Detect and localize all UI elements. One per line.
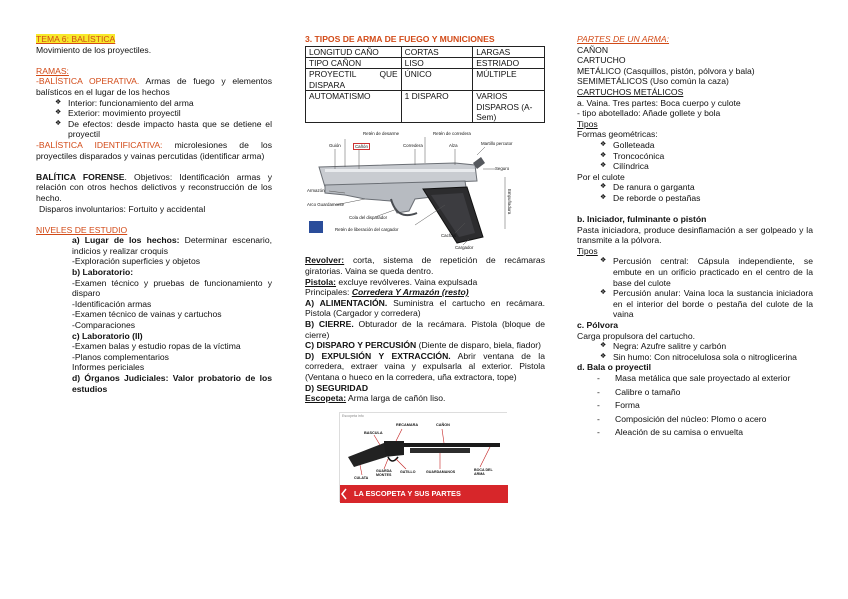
escopeta-text: Arma larga de cañón liso. (346, 393, 446, 404)
table-cell: ÚNICO (401, 69, 473, 91)
escopeta-paragraph (305, 393, 545, 404)
table-cell: LISO (401, 58, 473, 69)
nivel-c-item: -Examen balas y estudio ropas de la víctima (72, 341, 241, 352)
shotgun-banner: LA ESCOPETA Y SUS PARTES (354, 488, 461, 498)
expulsion-paragraph (305, 351, 545, 383)
nivel-b-item: -Comparaciones (72, 320, 136, 331)
tema-desc: Movimiento de los proyectiles. (36, 44, 152, 55)
polvora-text: Carga propulsora del cartucho. (577, 330, 695, 341)
table-cell: LARGAS (473, 46, 545, 57)
pistol-label: Retén de liberación del cargador (335, 227, 399, 233)
bala-item: - Masa metálica que sale proyectado al exterior (577, 373, 813, 384)
polvora-item: ❖ Sin humo: Con nitrocelulosa sola o nitroglicerina (595, 352, 813, 363)
operativa-text: Armas de fuego y elementos balísticos en el lugar de los hechos (36, 76, 272, 97)
disparo-label: C) DISPARO Y PERCUSIÓN (305, 340, 417, 351)
pistola-paragraph (305, 277, 545, 288)
nivel-a-label: a) Lugar de los hechos: (72, 235, 180, 246)
operativa-item: ❖ De efectos: desde impacto hasta que se detiene el proyectil (50, 119, 272, 140)
table-cell: LONGITUD CAÑO (306, 46, 402, 57)
nivel-b-item-text: Examen técnico y pruebas de funcionamiento y disparo (72, 277, 272, 299)
table-cell: TIPO CAÑON (306, 58, 402, 69)
disparo-paragraph (305, 340, 545, 351)
partes-title-text: PARTES DE UN ARMA: (577, 34, 670, 44)
principales-paragraph (305, 287, 545, 298)
column-right (577, 34, 813, 438)
alimentacion-label: A) ALIMENTACIÓN. (305, 297, 388, 308)
tipos2-label: Tipos (577, 245, 598, 256)
partes-item: CAÑON (577, 44, 609, 55)
nivel-c-item: -Planos complementarios (72, 351, 169, 362)
table-row (306, 69, 545, 91)
culote-item: ❖ De ranura o garganta (595, 182, 813, 193)
niveles-title-text: NIVELES DE ESTUDIO (36, 224, 128, 235)
bala-item: - Composición del núcleo: Plomo o acero (577, 414, 813, 425)
table-row (306, 58, 545, 69)
tipos-label: Tipos (577, 118, 598, 129)
nivel-d-label: d) Órganos Judiciales: Valor probatorio de los estudios (72, 373, 272, 394)
nivel-c-item-text: Examen balas y estudio ropas de la víctima (74, 341, 241, 352)
nivel-c-label: c) Laboratorio (II) (72, 330, 143, 341)
por-culote-text: Por el culote (577, 171, 625, 182)
formas-item: ❖ Troncocónica (595, 151, 813, 162)
table-row (306, 46, 545, 57)
ramas-title-text: RAMAS: (36, 65, 69, 76)
involuntarios-text: Disparos involuntarios: Fortuito y accidental (39, 203, 206, 214)
alimentacion-text: Suministra el cartucho en recámara. Pistola (Cargador y corredera) (305, 297, 545, 319)
operativa-paragraph (36, 76, 272, 97)
revolver-paragraph (305, 255, 545, 276)
cierre-text: Obturador de la recámara. Pistola (bloque de cierre) (305, 319, 545, 340)
polvora-title: c. Pólvora (577, 320, 619, 331)
partes-item: METÁLICO (Casquillos, pistón, pólvora y bala) (577, 65, 755, 76)
formas-item: ❖ Cilíndrica (595, 161, 813, 172)
pistol-label: Arco Guardamonte (307, 202, 345, 208)
pistol-diagram (305, 129, 545, 253)
nivel-b-item-text: Comparaciones (74, 320, 136, 331)
nivel-b-item-text: Examen técnico de vainas y cartuchos (74, 309, 222, 320)
pistol-label: Alza (449, 143, 458, 149)
principales-value: Corredera Y Armazón (resto) (351, 287, 469, 298)
vaina-text: a. Vaina. Tres partes: Boca cuerpo y culote (577, 97, 741, 108)
bala-item: - Calibre o tamaño (577, 387, 813, 398)
cierre-label: B) CIERRE. (305, 319, 354, 329)
table-cell: AUTOMATISMO (306, 91, 402, 123)
pistol-label: Guión (329, 143, 341, 149)
culote-item: ❖ De reborde o pestañas (595, 193, 813, 204)
pistol-label: Armazón (307, 188, 325, 194)
shotgun-label: CAÑON (436, 422, 450, 427)
partes-item: CARTUCHO (577, 55, 626, 66)
nivel-b-item: -Identificación armas (72, 298, 152, 309)
tema-title-text: TEMA 6: BALÍSTICA (36, 34, 116, 44)
identificativa-text: microlesiones de los proyectiles disparados y vainas percutidas (identificar arma) (36, 139, 273, 161)
table-cell: 1 DISPARO (401, 91, 473, 123)
shotgun-label: GUARDA (376, 468, 392, 473)
shotgun-diagram (339, 412, 507, 502)
nivel-a-text: Determinar escenario, indicios y realizar croquis (72, 235, 272, 256)
shotgun-label: CULATA (354, 475, 369, 480)
ramas-title (36, 66, 272, 77)
table-cell: CORTAS (401, 46, 473, 57)
nivel-b-item: -Examen técnico y pruebas de funcionamiento y disparo (72, 277, 272, 299)
expulsion-label: D) EXPULSIÓN Y EXTRACCIÓN. (305, 350, 451, 361)
tipos-title (305, 34, 545, 45)
partes-title (577, 34, 813, 45)
pistol-label: Seguro (495, 166, 510, 172)
operativa-label: -BALÍSTICA OPERATIVA. (36, 76, 140, 87)
alimentacion-paragraph (305, 298, 545, 319)
bala-title: d. Bala o proyectil (577, 362, 652, 373)
identificativa-paragraph (36, 140, 272, 161)
shotgun-label: MONTES (376, 472, 392, 477)
pistol-label: Empuñadura (507, 189, 512, 215)
formas-text: Formas geométricas: (577, 129, 658, 140)
percusion-item: ❖ Percusión anular: Vaina loca la sustancia iniciadora en el interior del borde o pestaña del culote de la vaina (595, 288, 813, 320)
seguridad-label: D) SEGURIDAD (305, 382, 369, 393)
nivel-c-item-text: Planos complementarios (74, 351, 169, 362)
nivel-a (72, 235, 272, 256)
bala-item: - Forma (577, 400, 813, 411)
shotgun-label: GATILLO (400, 469, 416, 474)
operativa-item: ❖ Interior: funcionamiento del arma (50, 98, 272, 109)
nivel-a-item-text: Exploración superficies y objetos (74, 256, 201, 267)
tipos-table (305, 46, 545, 124)
table-cell: ESTRIADO (473, 58, 545, 69)
pistol-label: Cola del disparador (349, 215, 388, 221)
shotgun-label: BASCULA (364, 430, 383, 435)
iniciador-text: Pasta iniciadora, produce desinflamación a ser golpeado y la transmite a la pólvora. (577, 224, 813, 246)
pistola-label: Pistola: (305, 276, 337, 287)
table-cell: VARIOS DISPAROS (A-Sem) (473, 91, 545, 123)
tipos-title-text: 3. TIPOS DE ARMA DE FUEGO Y MUNICIONES (305, 34, 495, 44)
forense-paragraph (36, 172, 272, 204)
table-row (306, 91, 545, 123)
identificativa-label: -BALÍSTICA IDENTIFICATIVA: (36, 139, 163, 150)
pistola-text: excluye revólveres. Vaina expulsada (336, 276, 478, 287)
pistol-label: Cachas (441, 233, 456, 239)
principales-text: Principales: (305, 287, 352, 298)
tema-title (36, 34, 272, 45)
cierre-paragraph (305, 319, 545, 340)
pistol-label: Corredera (403, 143, 423, 149)
revolver-label: Revolver: (305, 255, 345, 266)
informes-text: Informes periciales (72, 362, 145, 373)
formas-item: ❖ Golleteada (595, 140, 813, 151)
pistol-label: Retén de corredera (433, 131, 471, 137)
disparo-text: (Diente de disparo, biela, fiador) (416, 340, 541, 351)
shotgun-label: RECAMARA (396, 422, 419, 427)
iniciador-title: b. Iniciador, fulminante o pistón (577, 214, 707, 225)
pistol-label: Cañón (355, 144, 368, 150)
table-cell: MÚLTIPLE (473, 69, 545, 91)
expulsion-text: Abrir ventana de la corredera, extraer vaina y expulsarla al exterior. Pistola (Ventana o hueco en la corredera, uña extractora, tope) (305, 350, 545, 382)
forense-text: . Objetivos: Identificación armas y relación con otros hechos delictivos y reconstrucción de los hecho. (36, 171, 272, 203)
nivel-b-label: b) Laboratorio: (72, 267, 134, 278)
pistol-label: Martillo percutor (481, 141, 513, 147)
abotellado-text: - tipo abotellado: Añade gollete y bola (577, 108, 721, 119)
percusion-item: ❖ Percusión central: Cápsula independiente, se embute en un orificio practicado en el centro de la base del culote (595, 256, 813, 288)
pistol-label: Retén de desarme (363, 131, 400, 137)
shotgun-label: BOCA DEL ARMA (474, 467, 493, 476)
nivel-b-item: -Examen técnico de vainas y cartuchos (72, 309, 222, 320)
bala-item: - Aleación de su camisa o envuelta (577, 427, 813, 438)
forense-label: BALÍTICA FORENSE (36, 171, 125, 182)
column-middle (305, 34, 545, 502)
shotgun-header: Escopeta info (342, 413, 364, 418)
shotgun-label: GUARDAMANOS (426, 469, 456, 474)
niveles-title (36, 225, 272, 236)
polvora-item: ❖ Negra: Azufre salitre y carbón (595, 341, 813, 352)
pistol-label: Cargador (455, 245, 474, 251)
operativa-item: ❖ Exterior: movimiento proyectil (50, 108, 272, 119)
partes-item: SEMIMETÁLICOS (Uso común la caza) (577, 76, 729, 87)
table-cell: PROYECTIL QUE DISPARA (306, 69, 402, 91)
cartuchos-title: CARTUCHOS METÁLICOS (577, 86, 684, 97)
nivel-a-item: -Exploración superficies y objetos (72, 256, 201, 267)
revolver-text: corta, sistema de repetición de recámaras giratorias. Vaina se queda dentro. (305, 255, 545, 277)
nivel-b-item-text: Identificación armas (74, 298, 152, 309)
escopeta-label: Escopeta: (305, 393, 347, 404)
column-left (36, 34, 272, 394)
